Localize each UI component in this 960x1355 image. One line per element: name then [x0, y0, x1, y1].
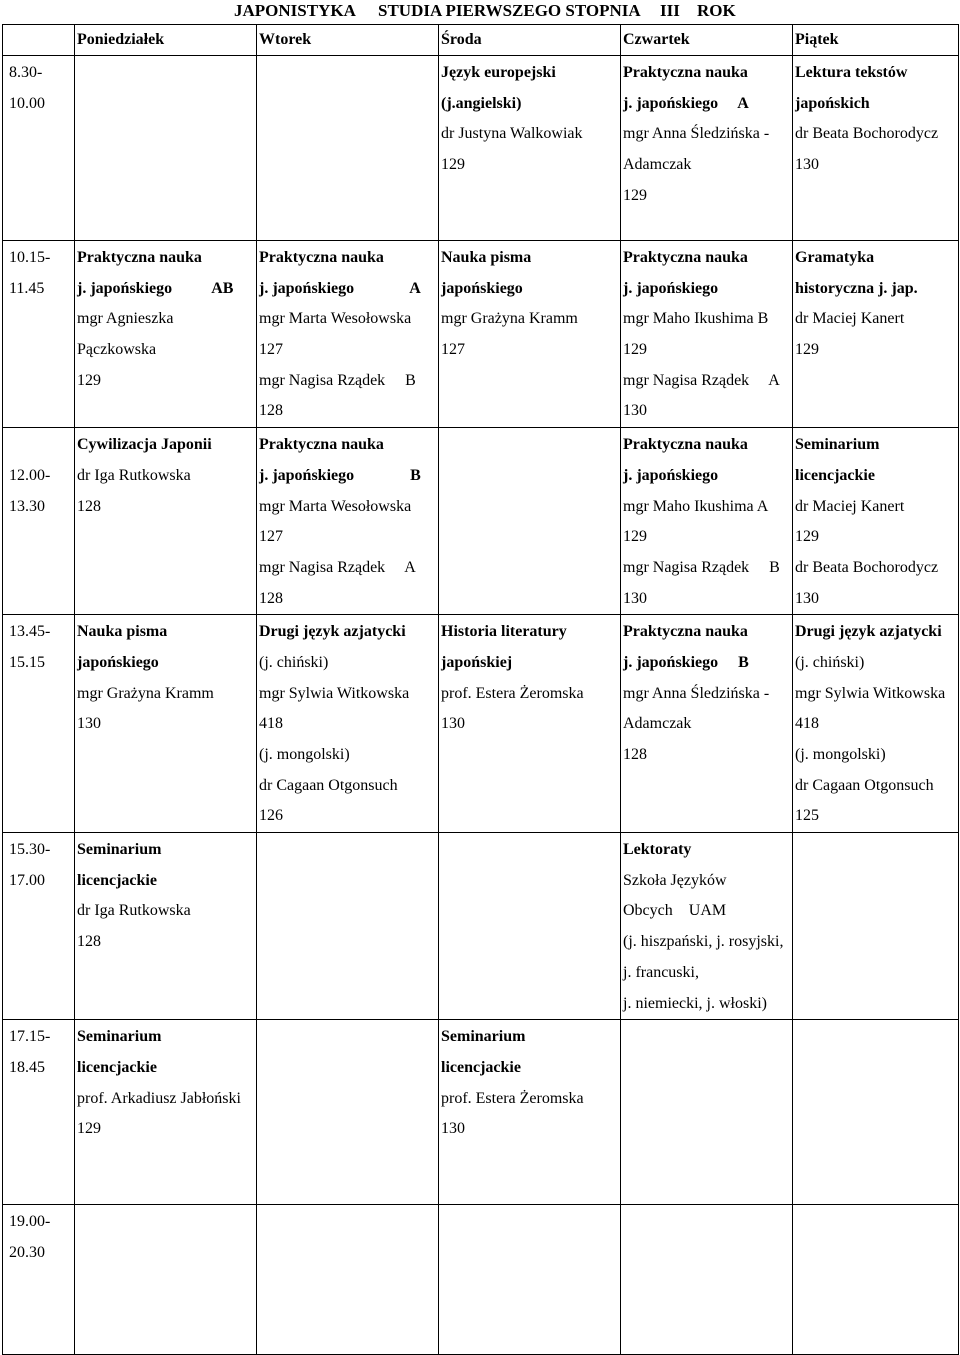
- time-label: 15.30-: [9, 841, 51, 859]
- course-detail-line: 126: [259, 807, 283, 825]
- day-header-tuesday: [257, 25, 439, 56]
- course-detail-line: 129: [795, 341, 819, 359]
- course-detail-line: (j. chiński): [259, 653, 329, 671]
- course-detail-line: mgr Grażyna Kramm: [441, 310, 578, 328]
- time-label: 19.00-: [9, 1213, 51, 1231]
- course-detail-line: mgr Anna Śledzińska -: [623, 125, 770, 143]
- class-cell-tuesday: [257, 615, 439, 833]
- course-title-line: Gramatyka: [795, 249, 875, 266]
- course-title-line: j. japońskiego: [623, 279, 719, 297]
- course-detail-line: 128: [77, 933, 101, 951]
- class-cell-wednesday: [439, 56, 621, 241]
- course-title-line: Praktyczna nauka: [623, 64, 748, 81]
- course-title-line: japońskiej: [441, 653, 513, 671]
- time-label: 13.30: [9, 497, 45, 515]
- class-cell-wednesday: [439, 1020, 621, 1205]
- time-slot-row: [3, 833, 959, 1020]
- class-cell-wednesday: [439, 833, 621, 1020]
- course-title-line: j. japońskiego A: [259, 279, 421, 297]
- course-title-line: Seminarium: [795, 436, 880, 454]
- course-detail-line: dr Maciej Kanert: [795, 310, 905, 328]
- course-title-line: Cywilizacja Japonii: [77, 436, 212, 454]
- day-label: Wtorek: [259, 31, 312, 48]
- day-label: Czwartek: [623, 31, 690, 48]
- course-detail-line: mgr Nagisa Rządek B: [259, 371, 416, 389]
- time-label: 10.00: [9, 94, 45, 112]
- course-detail-line: mgr Sylwia Witkowska: [259, 684, 410, 702]
- course-title-line: Język europejski: [441, 64, 556, 81]
- title-program: JAPONISTYKA: [234, 1, 356, 20]
- course-detail-line: Adamczak: [623, 715, 692, 733]
- class-cell-monday: [75, 428, 257, 615]
- course-title-line: Praktyczna nauka: [77, 249, 202, 266]
- page-title: [0, 0, 960, 24]
- time-cell: [3, 615, 75, 833]
- time-slot-row: [3, 241, 959, 428]
- course-detail-line: j. francuski,: [623, 963, 699, 981]
- course-detail-line: 127: [441, 341, 465, 359]
- course-detail-line: 128: [623, 746, 647, 763]
- course-title-line: licencjackie: [795, 466, 875, 484]
- course-title-line: Drugi język azjatycki: [259, 623, 406, 641]
- course-detail-line: (j. chiński): [795, 653, 865, 671]
- title-level: STUDIA PIERWSZEGO STOPNIA: [378, 1, 641, 20]
- course-title-line: licencjackie: [77, 1058, 157, 1076]
- course-detail-line: 127: [259, 528, 283, 546]
- time-label: [9, 430, 74, 461]
- class-cell-monday: [75, 833, 257, 1020]
- time-label: 8.30-: [9, 64, 43, 81]
- course-detail-line: 130: [441, 1120, 465, 1138]
- header-row: [3, 25, 959, 56]
- time-label: 17.00: [9, 871, 45, 889]
- course-detail-line: 129: [77, 371, 101, 389]
- course-detail-line: dr Cagaan Otgonsuch: [795, 776, 934, 794]
- class-cell-monday: [75, 241, 257, 428]
- class-cell-thursday: [621, 833, 793, 1020]
- course-detail-line: (j. hiszpański, j. rosyjski,: [623, 933, 784, 951]
- class-cell-thursday: [621, 1205, 793, 1355]
- time-label: 13.45-: [9, 623, 51, 641]
- course-detail-line: mgr Nagisa Rządek B: [623, 558, 780, 576]
- course-title-line: j. japońskiego AB: [77, 279, 234, 297]
- course-title-line: j. japońskiego B: [623, 653, 749, 671]
- course-detail-line: dr Maciej Kanert: [795, 497, 905, 515]
- time-cell: [3, 1020, 75, 1205]
- course-detail-line: 130: [77, 715, 101, 733]
- class-cell-tuesday: [257, 428, 439, 615]
- course-detail-line: 130: [623, 589, 647, 607]
- class-cell-friday: [793, 833, 959, 1020]
- course-detail-line: mgr Marta Wesołowska: [259, 497, 412, 515]
- course-detail-line: Szkoła Języków: [623, 871, 727, 889]
- time-label: 15.15: [9, 653, 45, 671]
- course-detail-line: mgr Nagisa Rządek A: [623, 371, 780, 389]
- course-detail-line: 128: [77, 497, 101, 515]
- course-detail-line: 129: [623, 528, 647, 546]
- day-header-monday: [75, 25, 257, 56]
- class-cell-thursday: [621, 241, 793, 428]
- time-cell: [3, 241, 75, 428]
- course-title-line: Lektoraty: [623, 841, 692, 859]
- course-title-line: Drugi język azjatycki: [795, 623, 942, 641]
- time-cell: [3, 833, 75, 1020]
- class-cell-friday: [793, 56, 959, 241]
- course-detail-line: Obcych UAM: [623, 902, 727, 920]
- time-slot-row: [3, 56, 959, 241]
- time-slot-row: [3, 1205, 959, 1355]
- course-title-line: licencjackie: [441, 1058, 521, 1076]
- course-detail-line: j. niemiecki, j. włoski): [623, 994, 767, 1012]
- course-detail-line: mgr Agnieszka: [77, 310, 174, 328]
- course-title-line: j. japońskiego A: [623, 94, 749, 112]
- day-header-thursday: [621, 25, 793, 56]
- time-cell: [3, 56, 75, 241]
- course-title-line: Praktyczna nauka: [259, 249, 384, 266]
- time-slot-row: [3, 1020, 959, 1205]
- class-cell-thursday: [621, 56, 793, 241]
- course-detail-line: 129: [77, 1120, 101, 1138]
- class-cell-tuesday: [257, 833, 439, 1020]
- class-cell-tuesday: [257, 241, 439, 428]
- course-detail-line: 129: [623, 186, 647, 204]
- course-detail-line: 128: [259, 589, 283, 607]
- course-title-line: Seminarium: [441, 1028, 526, 1046]
- course-title-line: japońskich: [795, 94, 870, 112]
- course-detail-line: dr Beata Bochorodycz: [795, 558, 939, 576]
- class-cell-thursday: [621, 615, 793, 833]
- course-detail-line: prof. Estera Żeromska: [441, 684, 584, 702]
- course-detail-line: 130: [623, 402, 647, 420]
- course-detail-line: 130: [441, 715, 465, 733]
- class-cell-tuesday: [257, 1020, 439, 1205]
- course-title-line: Nauka pisma: [441, 249, 532, 266]
- course-detail-line: mgr Anna Śledzińska -: [623, 684, 770, 702]
- course-detail-line: dr Iga Rutkowska: [77, 466, 191, 484]
- class-cell-monday: [75, 615, 257, 833]
- course-title-line: Lektura tekstów: [795, 64, 908, 81]
- course-title-line: Praktyczna nauka: [623, 623, 748, 641]
- class-cell-friday: [793, 615, 959, 833]
- course-detail-line: 130: [795, 156, 819, 174]
- time-label: 17.15-: [9, 1028, 51, 1046]
- time-label: 10.15-: [9, 249, 51, 266]
- course-detail-line: mgr Marta Wesołowska: [259, 310, 412, 328]
- timetable: [2, 24, 959, 1355]
- time-label: 18.45: [9, 1058, 45, 1076]
- course-detail-line: dr Justyna Walkowiak: [441, 125, 583, 143]
- time-cell: [3, 1205, 75, 1355]
- course-detail-line: 129: [623, 341, 647, 359]
- course-detail-line: (j. mongolski): [795, 746, 886, 763]
- course-detail-line: 129: [441, 156, 465, 174]
- course-detail-line: 127: [259, 341, 283, 359]
- time-cell: [3, 428, 75, 615]
- course-title-line: Praktyczna nauka: [623, 249, 748, 266]
- course-detail-line: 418: [259, 715, 283, 733]
- class-cell-wednesday: [439, 428, 621, 615]
- time-slot-row: [3, 428, 959, 615]
- course-detail-line: (j. mongolski): [259, 746, 350, 763]
- time-label: 12.00-: [9, 466, 51, 484]
- day-header-friday: [793, 25, 959, 56]
- course-detail-line: mgr Maho Ikushima B: [623, 310, 769, 328]
- title-year-number: III: [660, 1, 680, 20]
- course-detail-line: dr Iga Rutkowska: [77, 902, 191, 920]
- class-cell-friday: [793, 428, 959, 615]
- class-cell-friday: [793, 241, 959, 428]
- course-detail-line: Adamczak: [623, 156, 692, 174]
- day-label: Środa: [441, 31, 482, 48]
- course-title-line: historyczna j. jap.: [795, 279, 918, 297]
- class-cell-friday: [793, 1020, 959, 1205]
- course-detail-line: mgr Nagisa Rządek A: [259, 558, 416, 576]
- day-header-wednesday: [439, 25, 621, 56]
- course-title-line: Nauka pisma: [77, 623, 168, 641]
- course-detail-line: mgr Sylwia Witkowska: [795, 684, 946, 702]
- header-corner: [3, 25, 75, 56]
- class-cell-monday: [75, 56, 257, 241]
- course-title-line: j. japońskiego B: [259, 466, 421, 484]
- class-cell-monday: [75, 1020, 257, 1205]
- course-detail-line: prof. Arkadiusz Jabłoński: [77, 1089, 241, 1107]
- time-slot-row: [3, 615, 959, 833]
- course-title-line: Seminarium: [77, 841, 162, 859]
- day-label: Poniedziałek: [77, 31, 165, 48]
- course-detail-line: 129: [795, 528, 819, 546]
- class-cell-tuesday: [257, 56, 439, 241]
- class-cell-thursday: [621, 428, 793, 615]
- course-detail-line: 125: [795, 807, 819, 825]
- class-cell-friday: [793, 1205, 959, 1355]
- day-label: Piątek: [795, 31, 839, 48]
- course-title-line: licencjackie: [77, 871, 157, 889]
- course-detail-line: dr Beata Bochorodycz: [795, 125, 939, 143]
- course-detail-line: mgr Maho Ikushima A: [623, 497, 769, 515]
- class-cell-thursday: [621, 1020, 793, 1205]
- time-label: 20.30: [9, 1243, 45, 1261]
- course-detail-line: Pączkowska: [77, 341, 157, 359]
- class-cell-wednesday: [439, 1205, 621, 1355]
- course-title-line: Seminarium: [77, 1028, 162, 1046]
- title-year-word: ROK: [697, 1, 736, 20]
- course-title-line: japońskiego: [441, 279, 523, 297]
- class-cell-monday: [75, 1205, 257, 1355]
- course-title-line: japońskiego: [77, 653, 159, 671]
- course-detail-line: prof. Estera Żeromska: [441, 1089, 584, 1107]
- course-title-line: Praktyczna nauka: [259, 436, 384, 454]
- class-cell-tuesday: [257, 1205, 439, 1355]
- course-detail-line: 418: [795, 715, 819, 733]
- class-cell-wednesday: [439, 241, 621, 428]
- time-label: 11.45: [9, 279, 45, 297]
- course-title-line: Praktyczna nauka: [623, 436, 748, 454]
- course-detail-line: 128: [259, 402, 283, 420]
- course-detail-line: mgr Grażyna Kramm: [77, 684, 214, 702]
- course-title-line: Historia literatury: [441, 623, 567, 641]
- course-title-line: (j.angielski): [441, 94, 522, 112]
- course-title-line: j. japońskiego: [623, 466, 719, 484]
- course-detail-line: 130: [795, 589, 819, 607]
- course-detail-line: dr Cagaan Otgonsuch: [259, 776, 398, 794]
- class-cell-wednesday: [439, 615, 621, 833]
